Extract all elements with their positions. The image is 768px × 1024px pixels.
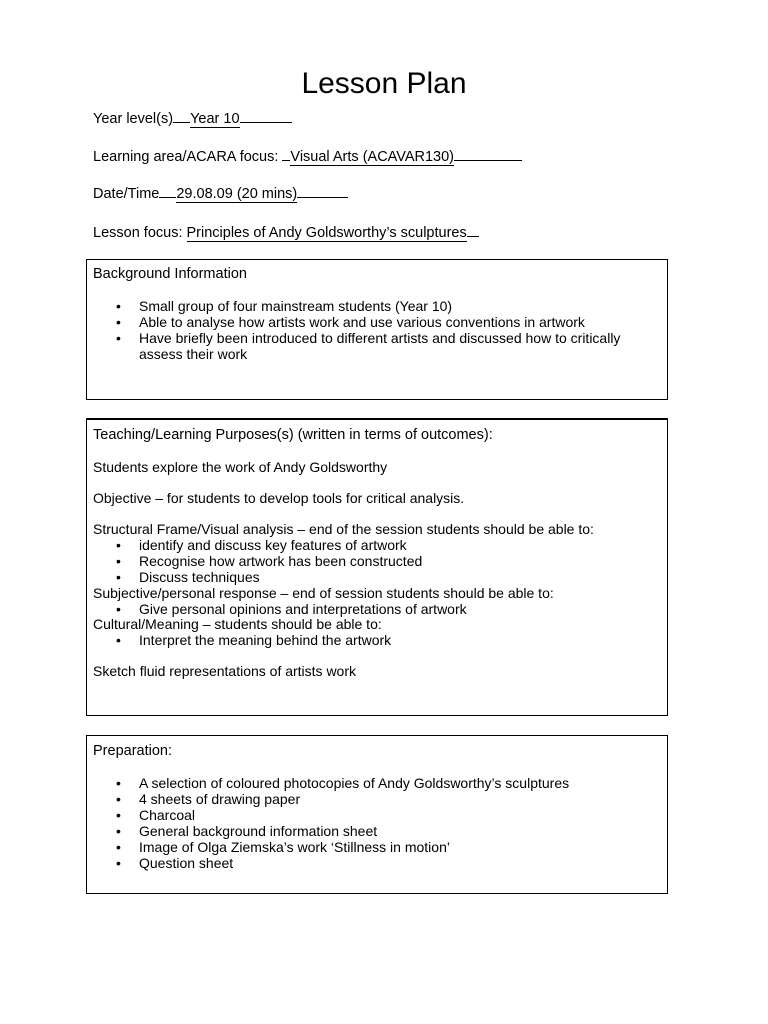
preparation-list bbox=[87, 775, 657, 871]
list-item: • General background information sheet bbox=[87, 823, 657, 839]
purposes-heading: Teaching/Learning Purposes(s) (written in terms of outcomes): bbox=[93, 427, 493, 443]
preparation-heading: Preparation: bbox=[93, 743, 172, 759]
learning-area-label: Learning area/ACARA focus: bbox=[93, 149, 279, 165]
purposes-intro: Students explore the work of Andy Goldsworthy bbox=[93, 459, 388, 475]
preparation-box bbox=[86, 735, 668, 894]
lesson-focus-field bbox=[93, 221, 479, 242]
list-item: • identify and discuss key features of artwork bbox=[87, 537, 657, 553]
teaching-purposes-box bbox=[86, 418, 668, 716]
purposes-objective: Objective – for students to develop tools for critical analysis. bbox=[93, 490, 465, 506]
list-item: • Recognise how artwork has been constructed bbox=[87, 553, 657, 569]
underline bbox=[297, 182, 348, 198]
date-time-value: 29.08.09 (20 mins) bbox=[176, 186, 298, 202]
list-item: • Have briefly been introduced to different artists and discussed how to critically assess their work bbox=[87, 330, 657, 362]
underline bbox=[173, 107, 190, 123]
date-time-field bbox=[93, 182, 348, 203]
list-item: • Interpret the meaning behind the artwork bbox=[87, 632, 657, 648]
year-level-label: Year level(s) bbox=[93, 111, 174, 127]
learning-area-field bbox=[93, 145, 522, 166]
background-information-box bbox=[86, 259, 668, 400]
list-item: • Image of Olga Ziemska’s work ‘Stillness in motion’ bbox=[87, 839, 657, 855]
list-item: • Small group of four mainstream students (Year 10) bbox=[87, 298, 657, 314]
structural-list bbox=[87, 537, 657, 585]
underline bbox=[454, 145, 522, 161]
cultural-meaning-text: Cultural/Meaning – students should be able to: bbox=[93, 616, 382, 632]
date-time-label: Date/Time bbox=[93, 186, 160, 202]
underline bbox=[159, 182, 176, 198]
underline bbox=[467, 221, 479, 237]
list-item: • Charcoal bbox=[87, 807, 657, 823]
underline bbox=[282, 145, 290, 161]
list-item: • A selection of coloured photocopies of Andy Goldsworthy’s sculptures bbox=[87, 775, 657, 791]
lesson-focus-value: Principles of Andy Goldsworthy’s sculptures bbox=[186, 225, 467, 241]
structural-frame-text: Structural Frame/Visual analysis – end of the session students should be able to: bbox=[93, 521, 594, 537]
background-heading: Background Information bbox=[93, 266, 247, 282]
list-item: • Discuss techniques bbox=[87, 569, 657, 585]
list-item: • Able to analyse how artists work and use various conventions in artwork bbox=[87, 314, 657, 330]
list-item: • Give personal opinions and interpretations of artwork bbox=[87, 601, 657, 617]
year-level-value: Year 10 bbox=[190, 111, 240, 127]
background-list bbox=[87, 298, 657, 362]
subjective-response-text: Subjective/personal response – end of session students should be able to: bbox=[93, 585, 554, 601]
learning-area-value: Visual Arts (ACAVAR130) bbox=[290, 149, 455, 165]
subjective-list bbox=[87, 601, 657, 617]
lesson-focus-label: Lesson focus: bbox=[93, 225, 183, 241]
page-title: Lesson Plan bbox=[301, 67, 467, 100]
underline bbox=[240, 107, 292, 123]
sketch-text: Sketch fluid representations of artists work bbox=[93, 663, 357, 679]
list-item: • Question sheet bbox=[87, 855, 657, 871]
year-level-field bbox=[93, 107, 292, 128]
list-item: • 4 sheets of drawing paper bbox=[87, 791, 657, 807]
cultural-list bbox=[87, 632, 657, 648]
